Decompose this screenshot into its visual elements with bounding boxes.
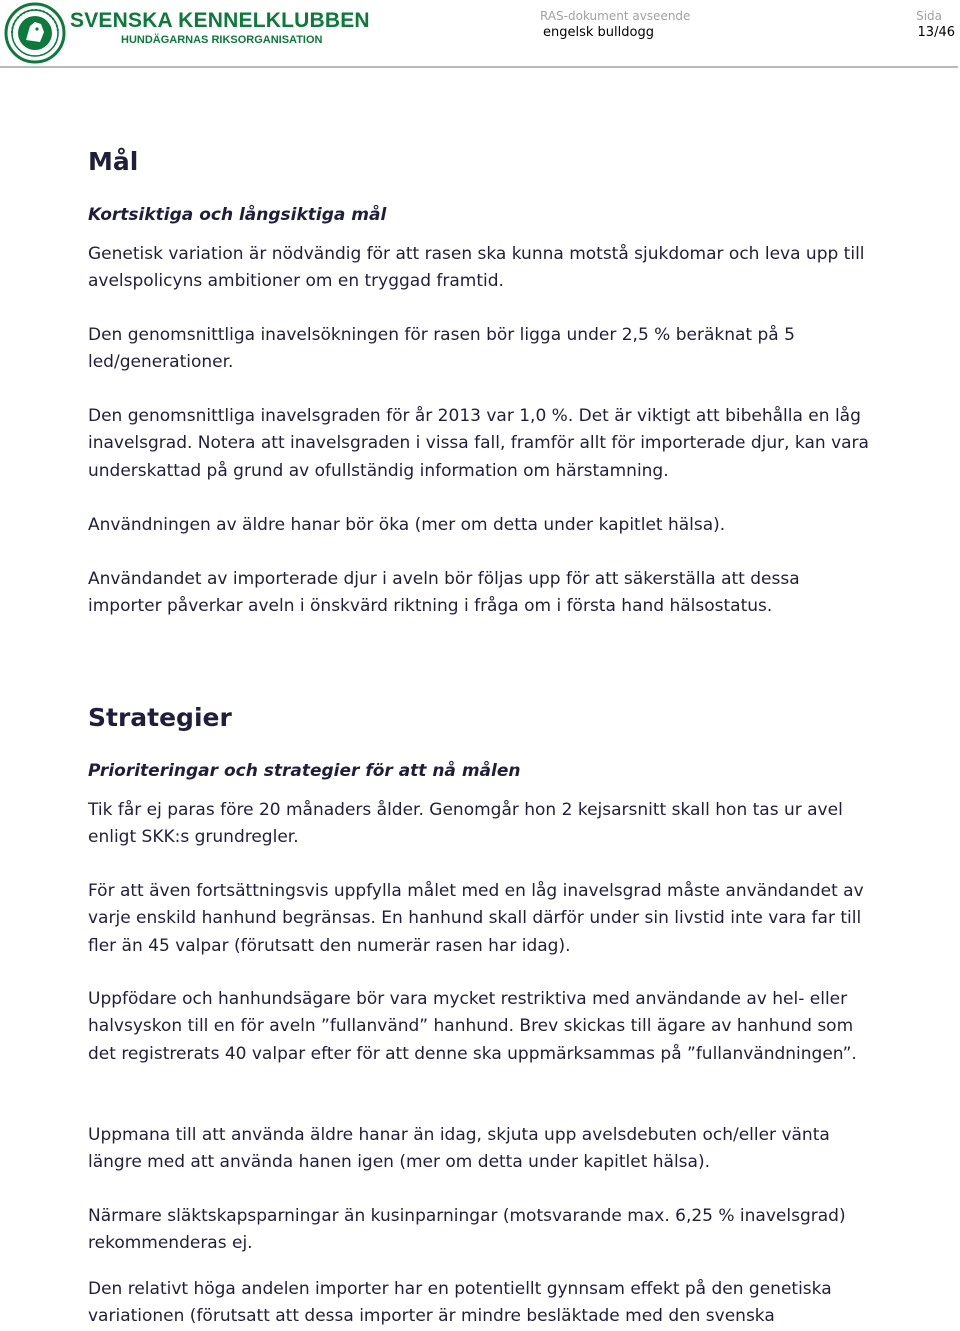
section-subheading-mal: Kortsiktiga och långsiktiga mål xyxy=(88,205,387,225)
paragraph: Användandet av importerade djur i aveln bör följas upp för att säkerställa att dessa importer påverkar aveln i önskvärd riktning i fråga om i första hand hälsostatus. xyxy=(88,569,800,617)
document-type-label: RAS-dokument avseende xyxy=(540,9,691,23)
paragraph: Tik får ej paras före 20 månaders ålder. Genomgår hon 2 kejsarsnitt skall hon tas ur avel enligt SKK:s grundregler. xyxy=(88,800,843,848)
paragraph: Användningen av äldre hanar bör öka (mer om detta under kapitlet hälsa). xyxy=(88,515,726,535)
header-divider xyxy=(0,66,958,68)
paragraph: För att även fortsättningsvis uppfylla målet med en låg inavelsgrad måste användandet av varje enskild hanhund begränsas. En hanhund skall därför under sin livstid inte vara far till fler än 45 valpar (förutsatt den numerär rasen har idag). xyxy=(88,881,864,956)
paragraph: Den relativt höga andelen importer har en potentiellt gynnsam effekt på den genetiska variationen (förutsatt att dessa importer är mindre besläktade med den svenska xyxy=(88,1279,832,1327)
paragraph: Närmare släktskapsparningar än kusinparningar (motsvarande max. 6,25 % inavelsgrad) rekommenderas ej. xyxy=(88,1206,846,1254)
brand-tagline: HUNDÄGARNAS RIKSORGANISATION xyxy=(121,34,323,46)
section-heading-strategier: Strategier xyxy=(88,703,232,732)
page-number: 13/46 xyxy=(917,25,955,40)
document-subject: engelsk bulldogg xyxy=(543,25,654,40)
paragraph: Uppmana till att använda äldre hanar än idag, skjuta upp avelsdebuten och/eller vänta längre med att använda hanen igen (mer om detta under kapitlet hälsa). xyxy=(88,1125,830,1173)
section-heading-mal: Mål xyxy=(88,147,139,176)
paragraph: Den genomsnittliga inavelsgraden för år 2013 var 1,0 %. Det är viktigt att bibehålla en låg inavelsgrad. Notera att inavelsgraden i vissa fall, framför allt för importerade djur, kan vara underskattad på grund av ofullständig information om härstamning. xyxy=(88,406,869,481)
page-label: Sida xyxy=(916,9,942,23)
brand-name: SVENSKA KENNELKLUBBEN xyxy=(70,9,370,32)
paragraph: Genetisk variation är nödvändig för att rasen ska kunna motstå sjukdomar och leva upp till avelspolicyns ambitioner om en tryggad framtid. xyxy=(88,244,865,292)
section-subheading-strategier: Prioriteringar och strategier för att nå målen xyxy=(88,761,521,781)
page-header xyxy=(0,0,960,70)
kennel-club-logo-icon xyxy=(4,2,66,64)
paragraph: Uppfödare och hanhundsägare bör vara mycket restriktiva med användande av hel- eller halvsyskon till en för aveln ”fullanvänd” hanhund. Brev skickas till ägare av hanhund som det registrerats 40 valpar efter för att denne ska uppmärksammas på ”fullanvändningen”. xyxy=(88,989,857,1064)
paragraph: Den genomsnittliga inavelsökningen för rasen bör ligga under 2,5 % beräknat på 5 led/generationer. xyxy=(88,325,795,373)
